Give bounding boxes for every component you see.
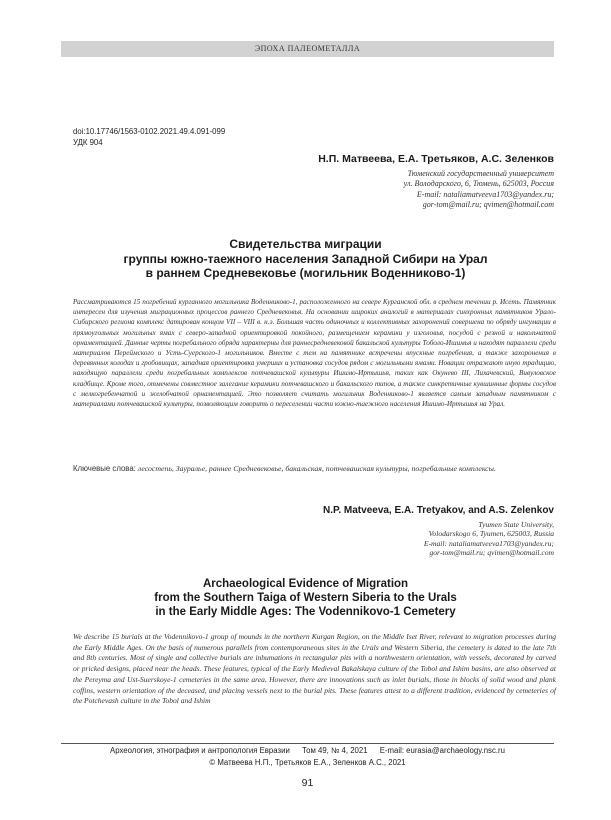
ru-title-line: в раннем Средневековье (могильник Воденниково-1)	[145, 266, 466, 280]
en-affiliation-line: Tyumen State University,	[478, 520, 554, 529]
en-title	[60, 578, 551, 619]
ru-authors: Н.П. Матвеева, Е.А. Третьяков, А.С. Зеленков	[318, 153, 554, 165]
en-affiliation-line: Volodarskogo 6, Tyumen, 625003, Russia	[428, 529, 554, 539]
footer-journal-line	[61, 746, 554, 755]
en-title-line: in the Early Middle Ages: The Vodennikovo-1 Cemetery	[155, 605, 456, 618]
journal-name: Археология, этнография и антропология Евразии	[110, 746, 290, 755]
ru-keywords	[73, 464, 556, 474]
journal-email[interactable]: E-mail: eurasia@archaeology.nsc.ru	[379, 746, 505, 755]
copyright: © Матвеева Н.П., Третьяков Е.А., Зеленков А.С., 2021	[209, 758, 406, 767]
en-affiliation	[424, 520, 554, 558]
ru-abstract: Рассматриваются 15 погребений курганного могильника Воденниково-1, расположенного на севере Курганской обл. в среднем течении р. Исеть. Памятник интересен для изучения миграционных процессов раннего Средневековья. На основании широких аналогий в материалах синхронных памятников Урало-Сибирского региона комплекс датирован концом VII – VIII в. н.э. Большая часть одиночных и коллективных захоронений совершена по обряду ингумации в прямоугольных могильных ямах с северо-западной ориентировкой покойного, размещением керамики у изголовья, посудой с резной и накольчатой орнаментацией. Данные черты погребального обряда характерны для раннесредневековой бакальской культуры Тоболо-Ишимья и находят параллели среди материалов Переймского и Усть-Суерского-1 могильников. Вместе с тем на памятнике встречены впускные погребения, а также захоронения в деревянных колодах и гробовищах, западная ориентировка умерших и установка сосудов рядом с могильными ямами. Новации отражают иную традицию, находящую параллели среди погребальных комплексов потчевашской культуры Ишимо-Иртышья, таких как Окунево III, Лихачевский, Вивуловское кладбище. Кроме того, отмечены совместное залегание керамики потчевашского и бакальского типов, а также синкретичные кувшинные формы сосудов с мелкогребенчатой и желобчатой орнаментацией. Это позволяет считать могильник Воденниково-1 является самым западным памятником с материалами потчевашской культуры, позволяющим говорить о переселении части южно-таежного населения Ишимо-Иртышья на Урал.	[73, 298, 556, 409]
ru-title-line: группы южно-таежного населения Западной Сибири на Урал	[123, 251, 488, 266]
en-affiliation-line[interactable]: E-mail: nataliamatveeva1703@yandex.ru;	[423, 538, 554, 548]
ru-affiliation-line[interactable]: E-mail: nataliamatveeva1703@yandex.ru;	[416, 189, 554, 199]
ru-affiliation-line: Тюменский государственный университет	[407, 169, 554, 178]
ru-affiliation-line: ул. Володарского, 6, Тюмень, 625003, Россия	[403, 179, 554, 189]
ru-title-line: Свидетельства миграции	[229, 237, 382, 251]
udk: УДК 904	[73, 138, 103, 147]
ru-affiliation-line[interactable]: gor-tom@mail.ru; qvimen@hotmail.com	[422, 199, 554, 209]
en-abstract: We describe 15 burials at the Vodennikovo-1 group of mounds in the northern Kurgan Region, on the Middle Iset River, relevant to migration processes during the Early Middle Ages. On the basis of numerous parallels from contemporaneous sites in the Urals and Western Siberia, the cemetery is dated to the late 7th and 8th centuries. Most of single and collective burials are inhumations in rectangular pits with a northwestern orientation, with vessels, decorated by carved or pricked designs, placed near the heads. These features, typical of the Early Medieval Bakalskaya culture of the Tobol and Ishim basins, are also observed at the Pereyma and Ust-Suerskoye-1 cemeteries in the same area. However, there are innovations such as inlet burials, those in blocks of solid wood and plank coffins, western orientation of the deceased, and placing vessels next to the burial pits. These features attest to a different tradition, evidenced by cemeteries of the Potchevash culture in the Tobol and Ishim	[73, 632, 556, 706]
ru-affiliation	[404, 169, 554, 210]
en-title-line: from the Southern Taiga of Western Siberia to the Urals	[154, 591, 457, 604]
en-title-line: Archaeological Evidence of Migration	[202, 578, 409, 590]
doi[interactable]: doi:10.17746/1563-0102.2021.49.4.091-099	[73, 127, 226, 136]
section-header: ЭПОХА ПАЛЕОМЕТАЛЛА	[61, 41, 554, 57]
page-number: 91	[301, 777, 314, 789]
footer-divider	[61, 743, 554, 744]
journal-volume: Том 49, № 4, 2021	[301, 746, 368, 755]
keywords-label: Ключевые слова:	[73, 464, 136, 473]
keywords-text: лесостепь, Зауралье, раннее Средневековье, бакальская, потчевашская культуры, погребальные комплексы.	[137, 464, 496, 473]
en-authors: N.P. Matveeva, E.A. Tretyakov, and A.S. Zelenkov	[322, 505, 554, 516]
ru-title	[60, 237, 551, 281]
en-affiliation-line[interactable]: gor-tom@mail.ru; qvimen@hotmail.com	[429, 548, 554, 558]
